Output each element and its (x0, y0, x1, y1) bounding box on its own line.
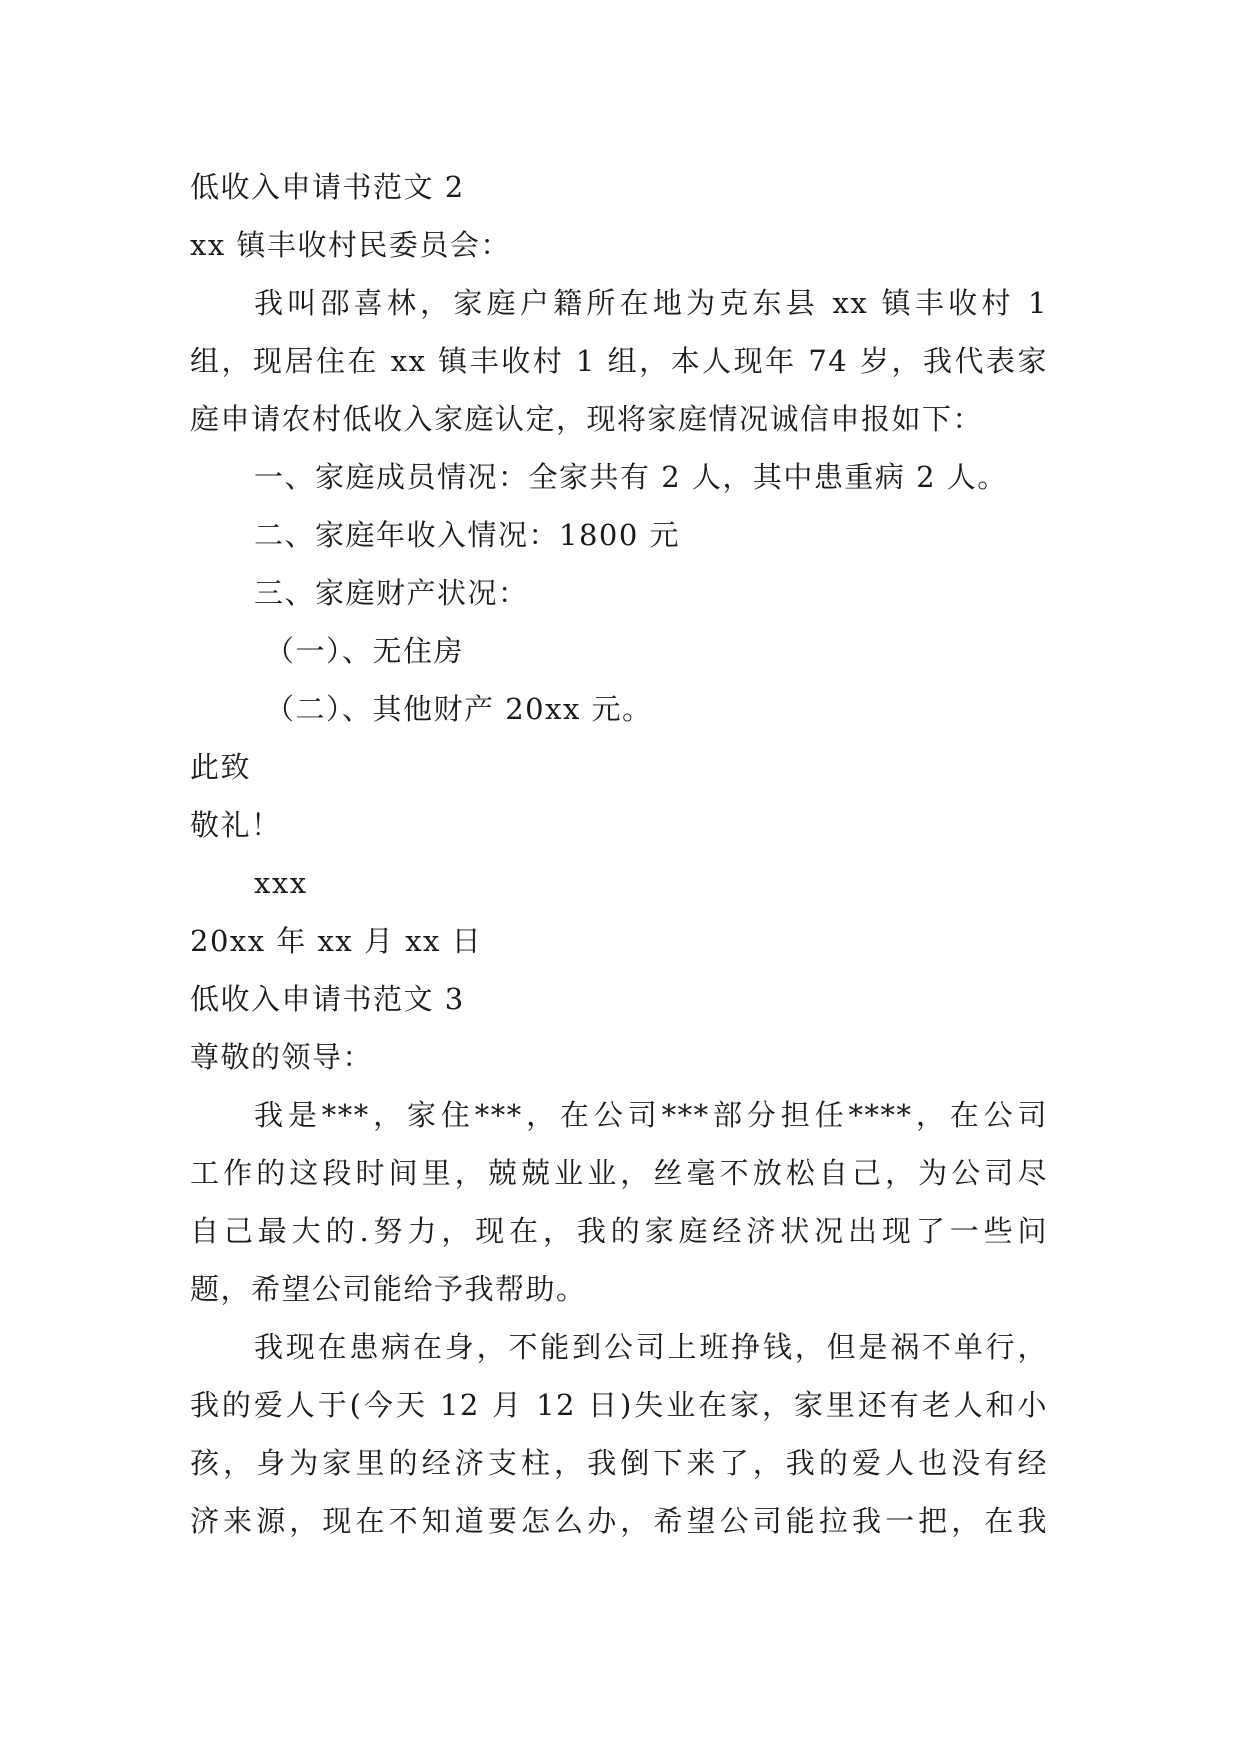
paragraph-line: 题，希望公司能给予我帮助。 (190, 1272, 587, 1306)
sub-list-item: （二）、其他财产 20xx 元。 (265, 692, 653, 726)
salutation: 敬礼！ (190, 808, 282, 842)
signature: xxx (254, 866, 308, 900)
date: 20xx 年 xx 月 xx 日 (190, 924, 483, 958)
paragraph-line: 孩，身为家里的经济支柱，我倒下来了，我的爱人也没有经 (190, 1446, 1048, 1480)
paragraph-line: 自己最大的.努力，现在，我的家庭经济状况出现了一些问 (190, 1214, 1048, 1248)
list-item: 一、家庭成员情况：全家共有 2 人，其中患重病 2 人。 (254, 460, 1008, 494)
paragraph-line: 庭申请农村低收入家庭认定，现将家庭情况诚信申报如下： (190, 402, 984, 436)
paragraph-line: 组，现居住在 xx 镇丰收村 1 组，本人现年 74 岁，我代表家 (190, 344, 1048, 378)
section-heading: 低收入申请书范文 2 (190, 170, 465, 204)
section-heading: 低收入申请书范文 3 (190, 982, 465, 1016)
paragraph-line: 工作的这段时间里，兢兢业业，丝毫不放松自己，为公司尽 (190, 1156, 1048, 1190)
closing-phrase: 此致 (190, 750, 252, 784)
paragraph-line: 我现在患病在身，不能到公司上班挣钱，但是祸不单行， (254, 1330, 1048, 1364)
addressee: xx 镇丰收村民委员会： (190, 228, 511, 262)
paragraph-line: 济来源，现在不知道要怎么办，希望公司能拉我一把，在我 (190, 1504, 1048, 1538)
paragraph-line: 我叫邵喜林，家庭户籍所在地为克东县 xx 镇丰收村 1 (254, 286, 1048, 320)
list-item: 三、家庭财产状况： (254, 576, 529, 610)
paragraph-line: 我是***，家住***，在公司***部分担任****，在公司 (254, 1098, 1048, 1132)
list-item: 二、家庭年收入情况：1800 元 (254, 518, 681, 552)
sub-list-item: （一）、无住房 (265, 634, 465, 668)
addressee: 尊敬的领导： (190, 1040, 374, 1074)
paragraph-line: 我的爱人于(今天 12 月 12 日)失业在家，家里还有老人和小 (190, 1388, 1048, 1422)
